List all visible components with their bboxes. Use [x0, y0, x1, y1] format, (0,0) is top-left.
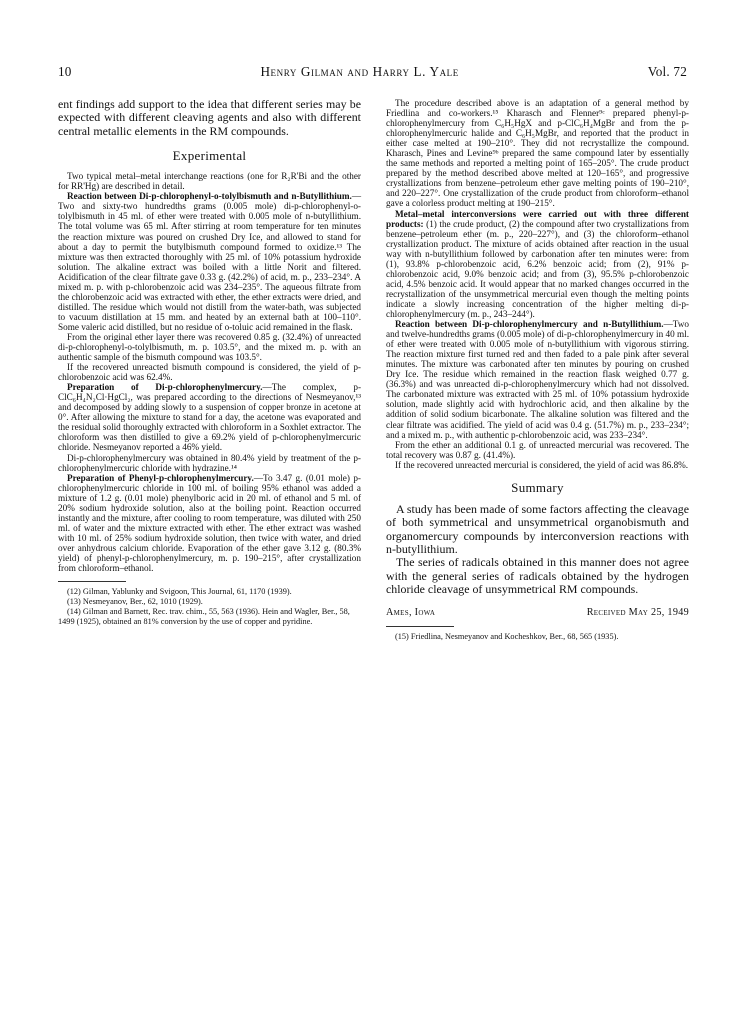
summary-paragraph: A study has been made of some factors affecting the cleavage of both symmetrical and unsymmetrical organobismuth and organomercury compounds by interconversion reactions with n-butyllithium.: [386, 501, 689, 556]
runin-heading: Preparation of Di-p-chlorophenylmercury.: [67, 382, 263, 393]
paragraph: Metal–metal interconversions were carried out with three different products: (1) the crude product, (2) the compound after two crystallizations from benzene–petroleum ether (m. p., 220–227°), and (3) the chloroform–ethanol crystallization product. The mixture of acids obtained after reaction in the usual way with n-butyllithium followed by carbonation after ten minutes were: from (1), 93.8% p-chlorobenzoic acid, 6.2% benzoic acid; from (2), 91% p-chlorobenzoic acid, 9.0% benzoic acid; and from (3), 95.5% p-chlorobenzoic acid, 4.5% benzoic acid. It would appear that no marked changes occurred in the recrystallization of the unsymmetrical mercurial even though the melting points indicate a slowly increasing concentration of the higher melting di-p-chlorophenylmercury (m. p., 243–244°).: [386, 208, 690, 319]
paragraph: Preparation of Di-p-chlorophenylmercury.—The complex, p-ClC₆H₄N₂Cl·HgCl₂, was prepared according to the directions of Nesmeyanov,¹³ and decomposed by adding slowly to a suspension of copper bronze in acetone at 0°. After allowing the mixture to stand for a day, the acetone was evaporated and the residual solid thoroughly extracted with chloroform in a Soxhlet extractor. The chloroform was then distilled to give a 69.2% yield of p-chlorophenylmercuric chloride. Nesmeyanov reported a 46% yield.: [58, 382, 362, 453]
paragraph: The procedure described above is an adaptation of a general method by Friedlina and co-workers.¹⁵ Kharasch and Flenner⁹ᶜ prepared phenyl-p-chlorophenylmercury from C₆H₅HgX and p-ClC₆H₄MgBr and from the p-chlorophenylmercuric halide and C₆H₅MgBr, and reported that the product in either case melted at 190–210°. They did not recrystallize the compound. Kharasch, Pines and Levine⁹ᵇ prepared the same compound later by essentially the same methods and reported a melting point of 165–205°. The crude product prepared by the method described above melted at 120–165°, and progressive crystallizations from benzene–petroleum ether gave melting points of 190–210°, and 220–227°. One crystallization of the crude product from chloroform–ethanol gave a colorless product melting at 190–215°.: [386, 98, 689, 209]
footnote-rule: [58, 581, 126, 582]
paragraph: From the original ether layer there was recovered 0.85 g. (32.4%) of unreacted di-p-chlorophenyl-o-tolylbismuth, m. p. 103.5°, and the mixed m. p. with an authentic sample of the bismuth compound was 103.5°.: [58, 331, 361, 363]
paragraph: Preparation of Phenyl-p-chlorophenylmercury.—To 3.47 g. (0.01 mole) p-chlorophenylmercuric chloride in 100 ml. of boiling 95% ethanol was added a mixture of 1.2 g. (0.01 mole) phenylboric acid in 20 ml. of ethanol and 5 ml. of 20% sodium hydroxide solution, also at the boiling point. Reaction occurred instantly and the mixture, after cooling to room temperature, was diluted with 250 ml. of water and the mixture extracted with ether. The ether extract was washed with 10 ml. of 25% sodium hydroxide solution, then twice with water, and dried over anhydrous calcium chloride. Evaporation of the ether gave 3.12 g. (80.3% yield) of phenyl-p-chlorophenylmercury, m. p. 190–215°, after crystallization from chloroform–ethanol.: [58, 472, 361, 574]
paragraph: Two typical metal–metal interchange reactions (one for R₂R'Bi and the other for RR'Hg) are described in detail.: [58, 171, 361, 192]
footnote-14: (14) Gilman and Barnett, Rec. trav. chim., 55, 563 (1936). Hein and Wagler, Ber., 58, 1499 (1925), obtained an 81% conversion by the use of copper and pyridine.: [58, 607, 350, 627]
paragraph: If the recovered unreacted bismuth compound is considered, the yield of p-chlorobenzoic acid was 62.4%.: [58, 362, 361, 383]
paragraph: Reaction between Di-p-chlorophenylmercury and n-Butyllithium.—Two and twelve-hundredths grams (0.005 mole) of di-p-chlorophenylmercury in 40 ml. of ether were treated with 0.005 mole of n-butyllithium with vigorous stirring. The reaction mixture first turned red and then faded to a pale pink after several minutes. The mixture was carbonated after ten minutes by pouring on crushed Dry Ice. The residue which remained in the reaction flask weighed 0.77 g. (36.3%) and was unreacted di-p-chlorophenylmercury which had not dissolved. The carbonated mixture was extracted with 25 ml. of 10% potassium hydroxide solution, made slightly acid with hydrochloric acid, and then alkaline by the addition of solid sodium bicarbonate. The alkaline solution was filtered and the clear filtrate was acidified. The yield of acid was 0.4 g. (51.7%) m. p., 233–234°; and a mixed m. p., with authentic p-chlorobenzoic acid, was 233–234°.: [386, 319, 689, 440]
summary-paragraph: The series of radicals obtained in this manner does not agree with the general series of radicals obtained by the hydrogen chloride cleavage of unsymmetrical RM compounds.: [386, 555, 689, 597]
paragraph: Di-p-chlorophenylmercury was obtained in 80.4% yield by treatment of the p-chlorophenylmercuric chloride with hydrazine.¹⁴: [58, 452, 361, 473]
experimental-heading: Experimental: [172, 148, 247, 164]
runin-heading: Preparation of Phenyl-p-chlorophenylmercury.: [67, 472, 254, 483]
runin-heading: Reaction between Di-p-chlorophenylmercury and n-Butyllithium.: [395, 319, 664, 330]
paragraph: Reaction between Di-p-chlorophenyl-o-tolylbismuth and n-Butyllithium.—Two and sixty-two hundredths grams (0.005 mole) di-p-chlorophenyl-o-tolylbismuth in 45 ml. of ether were treated with 0.005 mole of n-butyllithium. The total volume was 65 ml. After stirring at room temperature for ten minutes the reaction mixture was poured on crushed Dry Ice, and allowed to stand for about a day to permit the butylbismuth compound formed to oxidize.¹³ The mixture was then extracted thoroughly with 25 ml. of 10% potassium hydroxide solution. The alkaline extract was boiled with a little Norit and filtered. Acidification of the clear filtrate gave 0.33 g. (42.2%) of acid, m. p., 233–234°. A mixed m. p. with p-chlorobenzoic acid was 234–235°. The aqueous filtrate from the chlorobenzoic acid was extracted with ether, the ether extracts were dried, and distilled. The residue which would not distill from the water-bath, was subjected to vacuum distillation at 15 mm. and heated by an external bath at 100–110°. Some valeric acid distilled, but no residue of o-toluic acid remained in the flask.: [58, 191, 361, 332]
footnote-12: (12) Gilman, Yablunky and Svigoon, This Journal, 61, 1170 (1939).: [67, 587, 292, 597]
summary-heading: Summary: [511, 479, 564, 495]
footnote-15: (15) Friedlina, Nesmeyanov and Kocheshkov, Ber., 68, 565 (1935).: [395, 631, 619, 641]
left-column: [58, 98, 361, 642]
running-header: [58, 64, 687, 80]
footnote-13: (13) Nesmeyanov, Ber., 62, 1010 (1929).: [67, 597, 203, 607]
runin-heading: Reaction between Di-p-chlorophenyl-o-tolylbismuth and n-Butyllithium.: [67, 191, 352, 202]
right-column: [386, 98, 689, 642]
signature-line: [386, 607, 689, 618]
volume-label: Vol. 72: [647, 64, 687, 79]
runin-heading: Metal–metal interconversions were carried out with three different products:: [386, 208, 689, 229]
received-date: Received May 25, 1949: [586, 606, 689, 618]
place: Ames, Iowa: [386, 606, 436, 618]
paragraph: If the recovered unreacted mercurial is considered, the yield of acid was 86.8%.: [395, 459, 689, 470]
intro-paragraph: ent findings add support to the idea that different series may be expected with different cleaving agents and also with different central metallic elements in the RM compounds.: [58, 97, 361, 138]
footnote-rule: [386, 626, 454, 627]
running-head-authors: Henry Gilman and Harry L. Yale: [260, 64, 459, 79]
paragraph: From the ether an additional 0.1 g. of unreacted mercurial was recovered. The total recovery was 0.87 g. (41.4%).: [386, 439, 689, 460]
page-number: 10: [58, 64, 72, 79]
